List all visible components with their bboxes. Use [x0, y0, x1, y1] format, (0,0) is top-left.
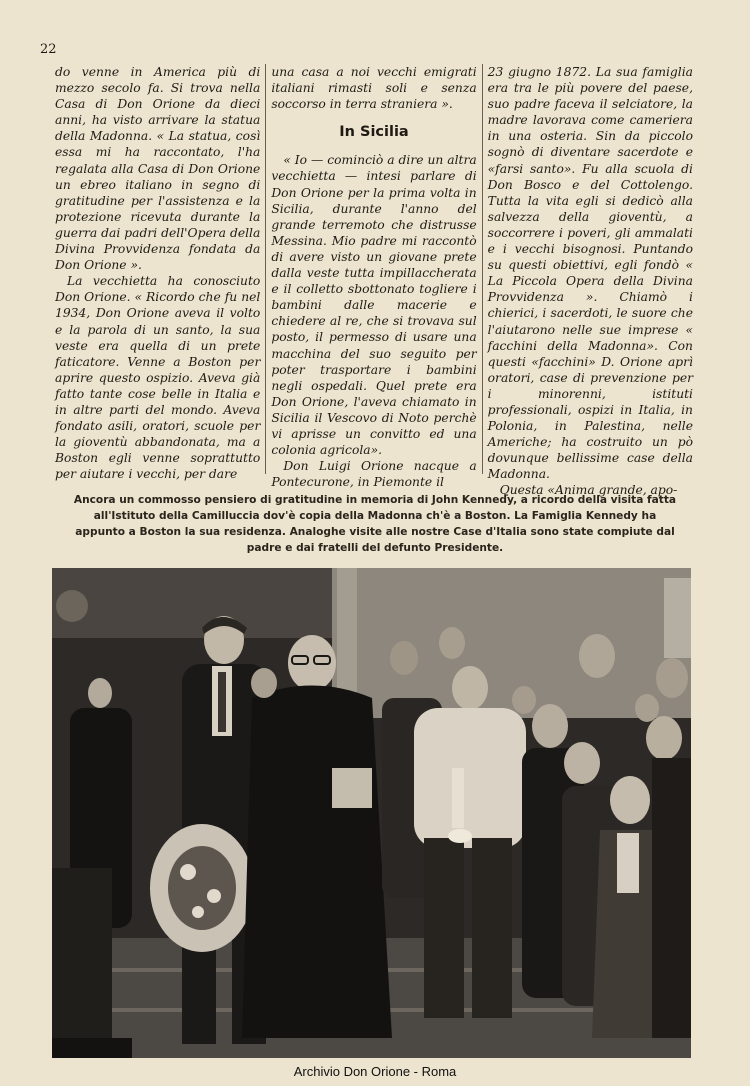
article-columns [50, 64, 698, 498]
archive-footer: Archivio Don Orione - Roma [293, 1064, 457, 1079]
page-number: 22 [40, 42, 57, 57]
column-1-paragraph-2: La vecchietta ha conosciuto Don Orione. « Ricordo che fu nel 1934, Don Orione aveva il volto e la parola di un santo, la sua veste era quella di un prete faticatore. Venne a Boston per aprire questo ospizio. Aveva già fatto tante cose belle in Italia e in altre parti del mondo. Aveva fondato asili, oratori, scuole per la gioventù abbandonata, ma a Boston egli venne soprattutto per aiutare i vecchi, per dare [55, 274, 261, 482]
column-2-paragraph-2: « Io — cominciò a dire un altra vecchietta — intesi parlare di Don Orione per la prima volta in Sicilia, durante l'anno del grande terremoto che distrusse Messina. Mio padre mi raccontò di avere visto un giovane prete dalla veste tutta impillaccherata e il colletto sbottonato togliere i bambini dalle macerie e chiedere al re, che si trovava sul posto, il permesso di usare una macchina del suo seguito per poter trasportare i bambini negli ospedali. Quel prete era Don Orione, l'aveva chiamato in Sicilia il Vescovo di Noto perchè vi aprisse un convitto ed una colonia agricola». [271, 153, 477, 458]
column-2-paragraph-3: Don Luigi Orione nacque a Pontecurone, in Piemonte il [271, 459, 477, 490]
column-3-paragraph-1: 23 giugno 1872. La sua famiglia era tra le più povere del paese, suo padre faceva il selciatore, la madre lavorava come cameriera in una osteria. Sin da piccolo sognò di diventare sacerdote e «farsi santo». Fu alla scuola di Don Bosco e del Cottolengo. Tutta la vita egli si dedicò alla salvezza della gioventù, a soccorrere i poveri, gli ammalati e i vecchi bisognosi. Puntando su questi obiettivi, egli fondò « La Piccola Opera della Divina Provvidenza ». Chiamò i chierici, i sacerdoti, le suore che l'aiutarono nelle sue imprese « facchini della Madonna». Con questi «facchini» D. Orione aprì oratori, case di prevenzione per i minorenni, istituti professionali, ospizi in Italia, in Polonia, in Palestina, nelle Americhe; ha costruito un pò dovunque bellissime case della Madonna. [487, 65, 693, 482]
column-3-paragraph-2: Questa «Anima grande, apo- [499, 483, 678, 498]
column-2-paragraph-1: una casa a noi vecchi emigrati italiani rimasti soli e senza soccorso in terra straniera ». [271, 65, 477, 112]
column-1-paragraph-1: do venne in America più di mezzo secolo fa. Si trova nella Casa di Don Orione da dieci anni, ha visto arrivare la statua della Madonna. « La statua, così essa mi ha raccontato, l'ha regalata alla Casa di Don Orione un ebreo italiano in segno di gratitudine per l'assistenza e la protezione ricevuta durante la guerra dai padri dell'Opera della Divina Provvidenza fondata da Don Orione ». [55, 65, 261, 273]
section-heading: In Sicilia [339, 124, 409, 141]
column-3 [482, 64, 698, 498]
photograph [52, 568, 691, 1058]
column-1 [50, 64, 265, 482]
photo-caption: Ancora un commosso pensiero di gratitudine in memoria di John Kennedy, a ricordo della visita fatta all'Istituto della Camilluccia dov'è copia della Madonna ch'è a Boston. La Famiglia Kennedy ha appunto a Boston la sua residenza. Analoghe visite alle nostre Case d'Italia sono state compiute dal padre e dai fratelli del defunto Presidente. [73, 494, 677, 554]
photo-illustration [52, 568, 691, 1058]
column-2 [265, 64, 481, 490]
